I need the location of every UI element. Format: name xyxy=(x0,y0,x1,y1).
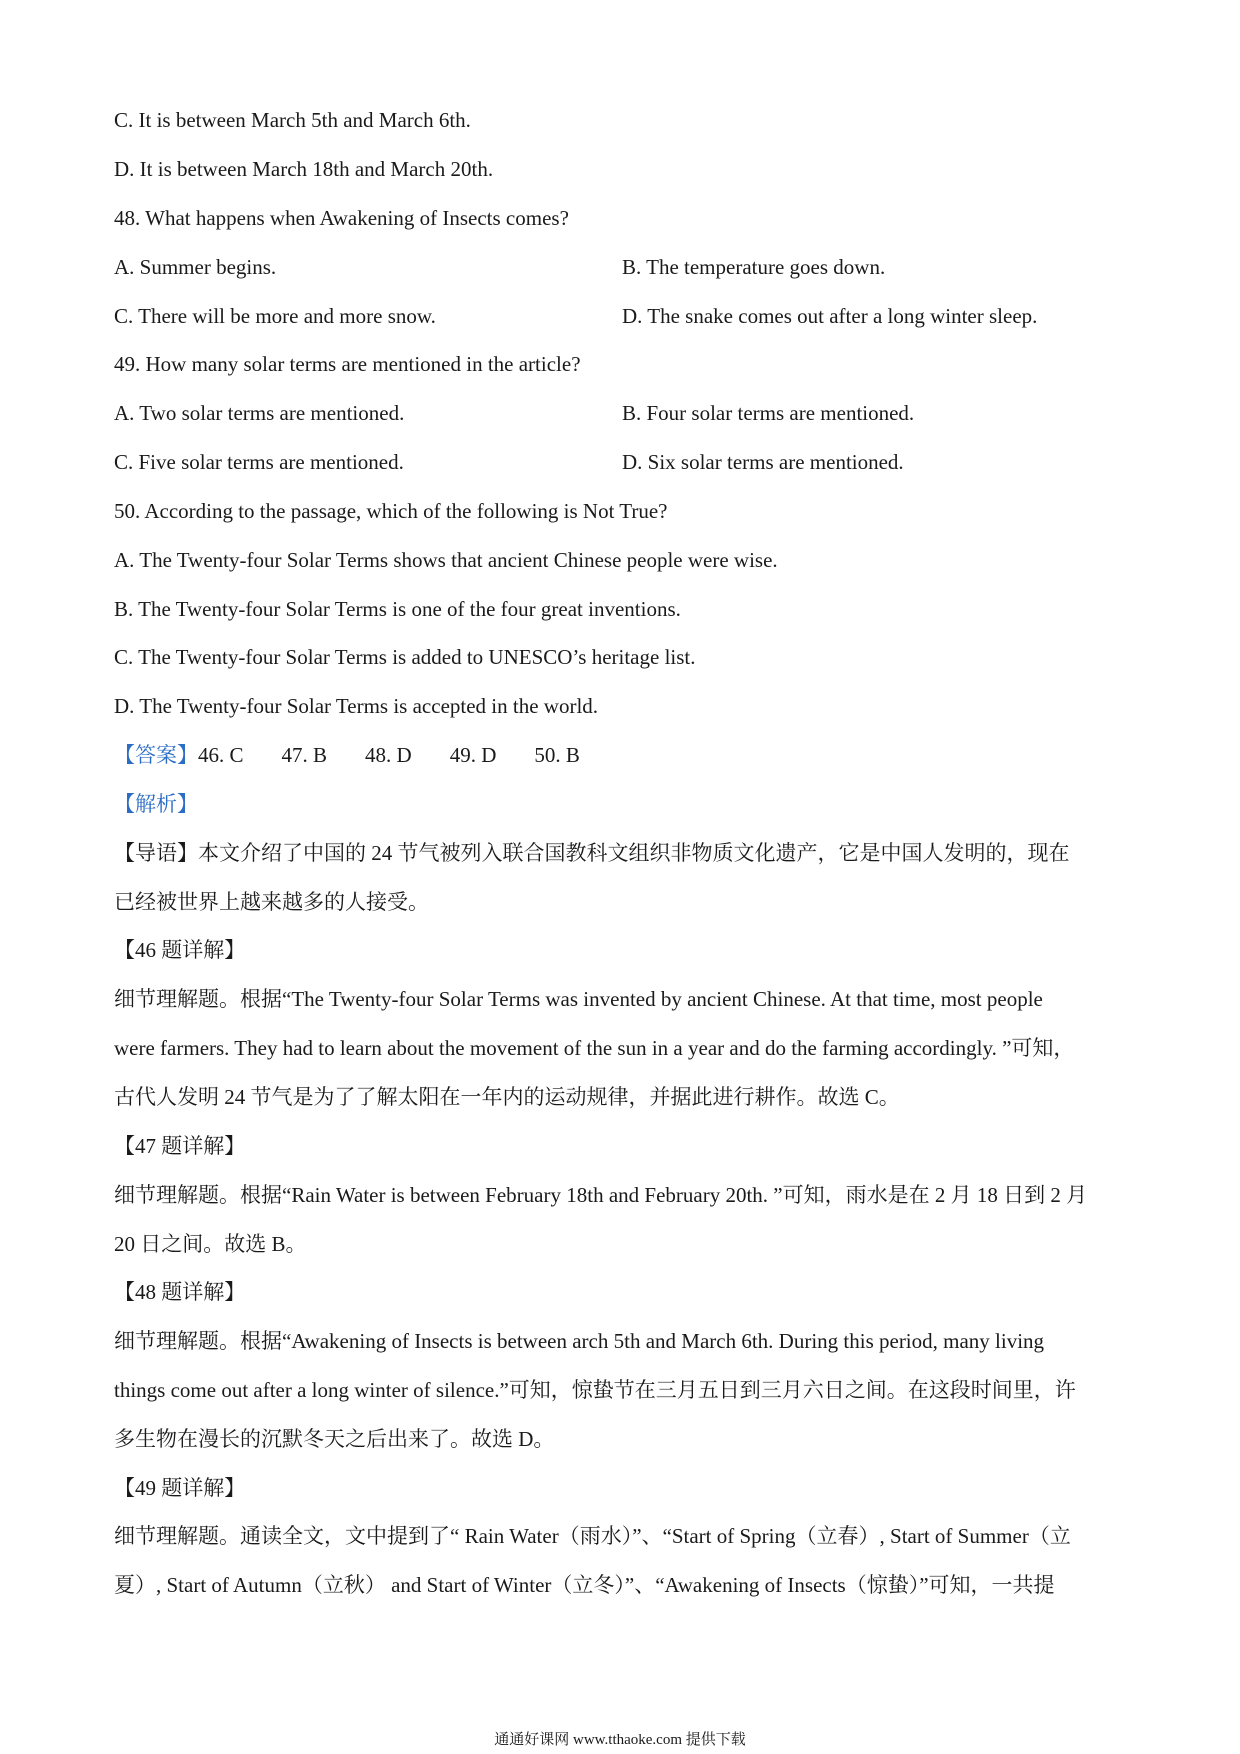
option-d-q47: D. It is between March 18th and March 20th. xyxy=(114,157,494,181)
detail-47-line-2: 20 日之间。故选 B。 xyxy=(114,1232,307,1256)
detail-48-heading: 【48 题详解】 xyxy=(114,1280,246,1304)
q48-option-d: D. The snake comes out after a long winter sleep. xyxy=(622,304,1038,328)
answer-item: 49. D xyxy=(449,743,497,767)
q48-option-b: B. The temperature goes down. xyxy=(622,255,886,279)
answer-item: 50. B xyxy=(534,743,580,767)
q49-option-b: B. Four solar terms are mentioned. xyxy=(622,401,915,425)
detail-46-heading: 【46 题详解】 xyxy=(114,938,246,962)
intro-line-1: 【导语】本文介绍了中国的 24 节气被列入联合国教科文组织非物质文化遗产，它是中国人发明的，现在 xyxy=(114,841,1070,865)
detail-47-line-1: 细节理解题。根据“Rain Water is between February 18th and February 20th. ”可知，雨水是在 2 月 18 日到 2 月 xyxy=(114,1183,1088,1207)
answer-item: 47. B xyxy=(281,743,328,767)
detail-48-line-2: things come out after a long winter of silence.”可知，惊蛰节在三月五日到三月六日之间。在这段时间里，许 xyxy=(114,1378,1076,1402)
answer-item: 46. C xyxy=(198,743,244,767)
question-50: 50. According to the passage, which of the following is Not True? xyxy=(114,499,668,523)
question-49: 49. How many solar terms are mentioned in the article? xyxy=(114,352,581,376)
q49-option-a: A. Two solar terms are mentioned. xyxy=(114,401,405,425)
footer-watermark: 通通好课网 www.tthaoke.com 提供下载 xyxy=(494,1732,746,1748)
detail-48-line-3: 多生物在漫长的沉默冬天之后出来了。故选 D。 xyxy=(114,1427,555,1451)
q50-option-b: B. The Twenty-four Solar Terms is one of the four great inventions. xyxy=(114,597,681,621)
option-c-q47: C. It is between March 5th and March 6th. xyxy=(114,108,471,132)
analysis-label: 【解析】 xyxy=(114,792,198,816)
q50-option-a: A. The Twenty-four Solar Terms shows that ancient Chinese people were wise. xyxy=(114,548,778,572)
detail-46-line-3: 古代人发明 24 节气是为了了解太阳在一年内的运动规律，并据此进行耕作。故选 C。 xyxy=(114,1085,900,1109)
intro-line-2: 已经被世界上越来越多的人接受。 xyxy=(114,890,429,914)
q49-option-c: C. Five solar terms are mentioned. xyxy=(114,450,404,474)
q50-option-d: D. The Twenty-four Solar Terms is accepted in the world. xyxy=(114,694,599,718)
answer-item: 48. D xyxy=(365,743,412,767)
detail-46-line-2: were farmers. They had to learn about the movement of the sun in a year and do the farming accordingly. ”可知， xyxy=(114,1036,1075,1060)
detail-48-line-1: 细节理解题。根据“Awakening of Insects is between arch 5th and March 6th. During this period, many living xyxy=(114,1329,1045,1353)
q48-option-c: C. There will be more and more snow. xyxy=(114,304,436,328)
detail-47-heading: 【47 题详解】 xyxy=(114,1134,246,1158)
detail-49-heading: 【49 题详解】 xyxy=(114,1476,246,1500)
q48-option-a: A. Summer begins. xyxy=(114,255,277,279)
detail-46-line-1: 细节理解题。根据“The Twenty-four Solar Terms was invented by ancient Chinese. At that time, most people xyxy=(114,987,1043,1011)
detail-49-line-2: 夏）, Start of Autumn（立秋） and Start of Winter（立冬）”、“Awakening of Insects（惊蛰）”可知，一共提 xyxy=(114,1573,1055,1597)
q49-option-d: D. Six solar terms are mentioned. xyxy=(622,450,904,474)
question-48: 48. What happens when Awakening of Insects comes? xyxy=(114,206,569,230)
answer-label: 【答案】 xyxy=(114,743,198,767)
answer-line xyxy=(114,741,580,769)
q50-option-c: C. The Twenty-four Solar Terms is added to UNESCO’s heritage list. xyxy=(114,645,696,669)
detail-49-line-1: 细节理解题。通读全文，文中提到了“ Rain Water（雨水）”、“Start of Spring（立春）, Start of Summer（立 xyxy=(114,1524,1071,1548)
